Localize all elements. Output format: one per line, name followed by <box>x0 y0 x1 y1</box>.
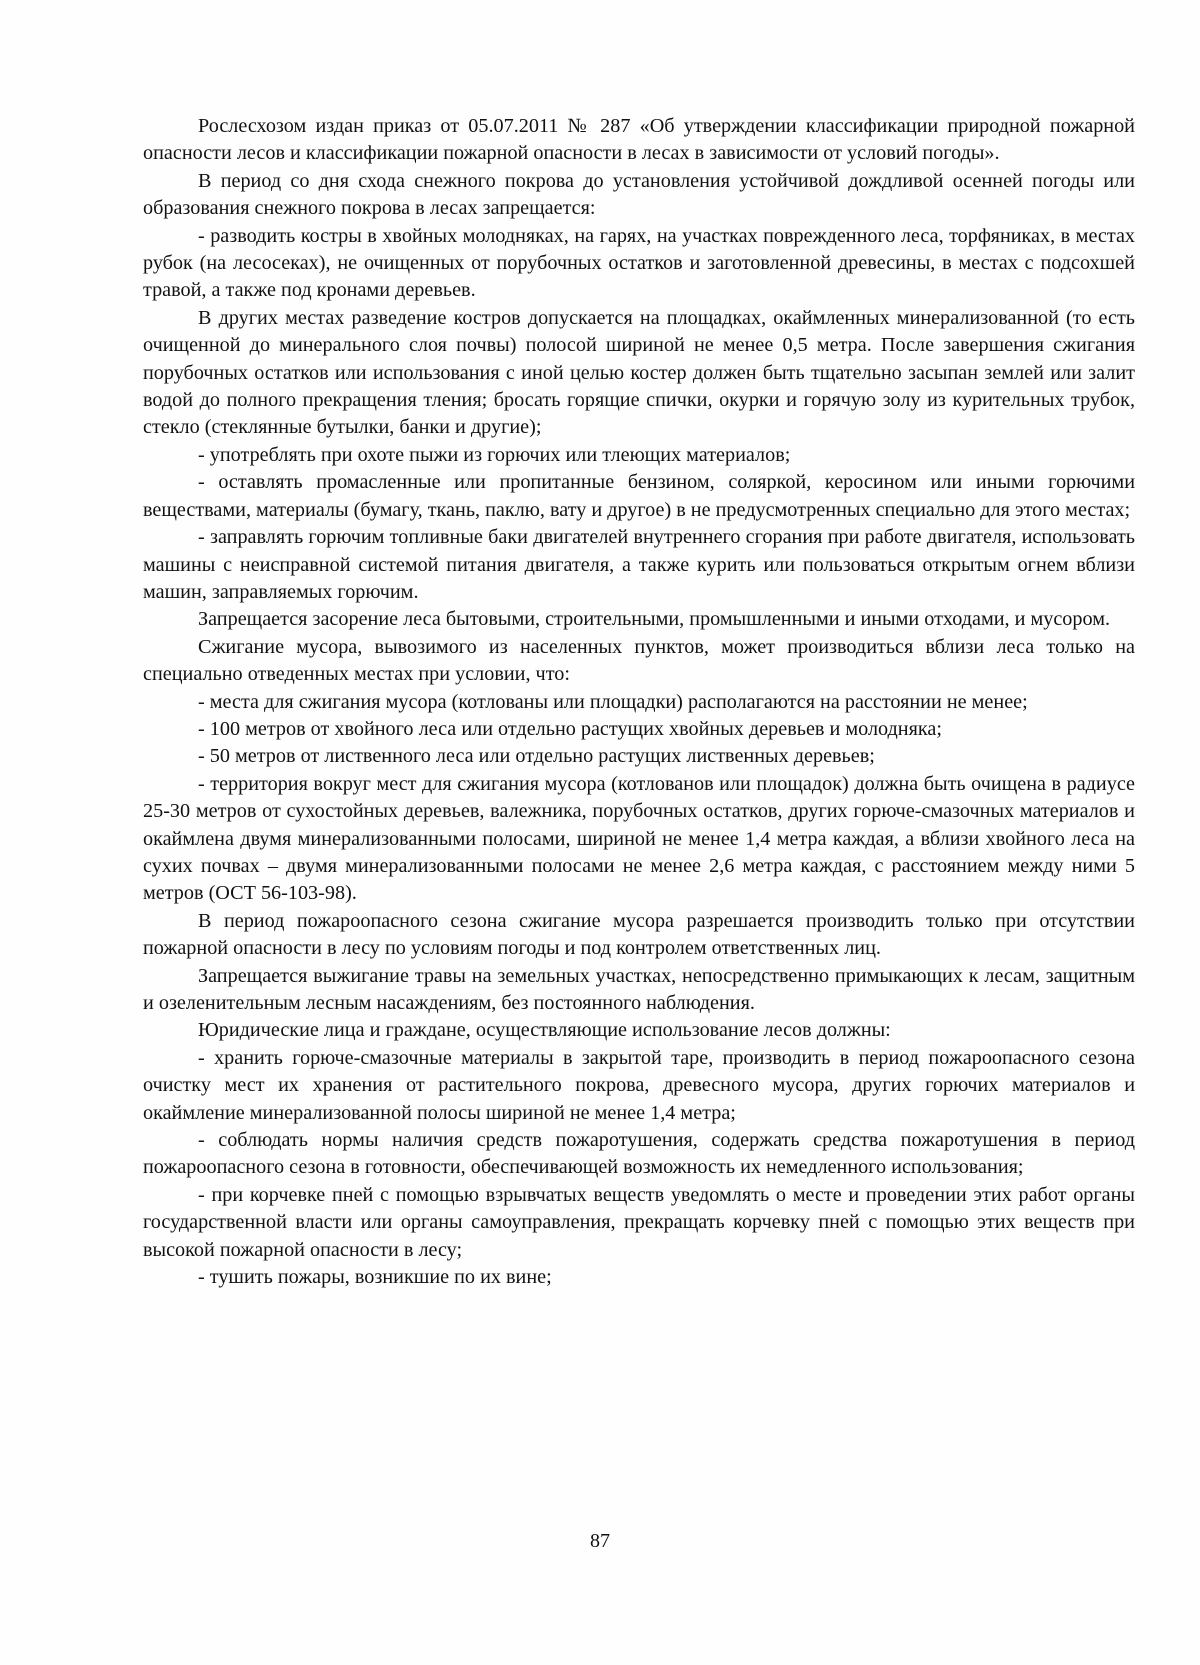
paragraph-stump-explosives: - при корчевке пней с помощью взрывчатых веществ уведомлять о месте и проведении этих работ органы государственной власти или органы самоуправления, прекращать корчевку пней с помощью этих веществ при высокой пожарной опасности в лесу; <box>143 1183 1135 1261</box>
paragraph-hunting-wads: - употреблять при охоте пыжи из горючих или тлеющих материалов; <box>198 443 791 466</box>
paragraph-territory-clearing: - территория вокруг мест для сжигания мусора (котлованов или площадок) должна быть очищена в радиусе 25-30 метров от сухостойных деревьев, валежника, порубочных остатков, других горюче-смазочных материалов и окаймлена двумя минерализованными полосами, шириной не менее 1,4 метра каждая, а вблизи хвойного леса на сухих почвах – двумя минерализованными полосами не менее 2,6 метра каждая, с расстоянием между ними 5 метров (ОСТ 56-103-98). <box>143 772 1135 905</box>
paragraph-waste-burning: Сжигание мусора, вывозимого из населенных пунктов, может производиться вблизи леса только на специально отведенных местах при условии, что: <box>143 635 1135 686</box>
paragraph-prohibition-period: В период со дня схода снежного покрова до установления устойчивой дождливой осенней погоды или образования снежного покрова в лесах запрещается: <box>143 169 1135 220</box>
paragraph-littering: Запрещается засорение леса бытовыми, строительными, промышленными и иными отходами, и мусором. <box>198 608 1111 631</box>
paragraph-coniferous-distance: - 100 метров от хвойного леса или отдельно растущих хвойных деревьев и молодняка; <box>198 717 942 740</box>
paragraph-extinguish-fires: - тушить пожары, возникшие по их вине; <box>198 1266 552 1289</box>
paragraph-fuel-storage: - хранить горюче-смазочные материалы в закрытой таре, производить в период пожароопасного сезона очистку мест их хранения от растительного покрова, древесного мусора, других горючих материалов и окаймление минерализованной полосы шириной не менее 1,4 метра; <box>143 1046 1135 1124</box>
paragraph-grass-burning: Запрещается выжигание травы на земельных участках, непосредственно примыкающих к лесам, защитным и озеленительным лесным насаждениям, без постоянного наблюдения. <box>143 964 1135 1014</box>
paragraph-fire-season-burning: В период пожароопасного сезона сжигание мусора разрешается производить только при отсутствии пожарной опасности в лесу по условиям погоды и под контролем ответственных лиц. <box>143 909 1135 960</box>
paragraph-bonfires-allowed: В других местах разведение костров допускается на площадках, окаймленных минерализованной (то есть очищенной до минерального слоя почвы) полосой шириной не менее 0,5 метра. После завершения сжигания порубочных остатков или использования с иной целью костер должен быть тщательно засыпан землей или залит водой до полного прекращения тления; бросать горящие спички, окурки и горячую золу из курительных трубок, стекло (стеклянные бутылки, банки и другие); <box>143 306 1135 439</box>
paragraph-burning-sites: - места для сжигания мусора (котлованы или площадки) располагаются на расстоянии не менее; <box>198 690 1028 713</box>
paragraph-deciduous-distance: - 50 метров от лиственного леса или отдельно растущих лиственных деревьев; <box>198 745 875 768</box>
paragraph-oily-materials: - оставлять промасленные или пропитанные бензином, соляркой, керосином или иными горючими веществами, материалы (бумагу, ткань, паклю, вату и другое) в не предусмотренных специально для этого местах; <box>143 471 1135 521</box>
paragraph-firefighting-means: - соблюдать нормы наличия средств пожаротушения, содержать средства пожаротушения в период пожароопасного сезона в готовности, обеспечивающей возможность их немедленного использования; <box>143 1129 1135 1179</box>
paragraph-bonfires-prohibited: - разводить костры в хвойных молодняках, на гарях, на участках поврежденного леса, торфяниках, в местах рубок (на лесосеках), не очищенных от порубочных остатков и заготовленной древесины, в местах с подсохшей травой, а также под кронами деревьев. <box>143 224 1135 302</box>
page-number: 87 <box>590 1530 610 1552</box>
paragraph-forest-users: Юридические лица и граждане, осуществляющие использование лесов должны: <box>198 1019 891 1042</box>
body-text <box>143 113 1135 1291</box>
paragraph-order-intro: Рослесхозом издан приказ от 05.07.2011 № 287 «Об утверждении классификации природной пожарной опасности лесов и классификации пожарной опасности в лесах в зависимости от условий погоды». <box>143 115 1135 165</box>
paragraph-refueling: - заправлять горючим топливные баки двигателей внутреннего сгорания при работе двигателя, использовать машины с неисправной системой питания двигателя, а также курить или пользоваться открытым огнем вблизи машин, заправляемых горючим. <box>143 526 1135 603</box>
